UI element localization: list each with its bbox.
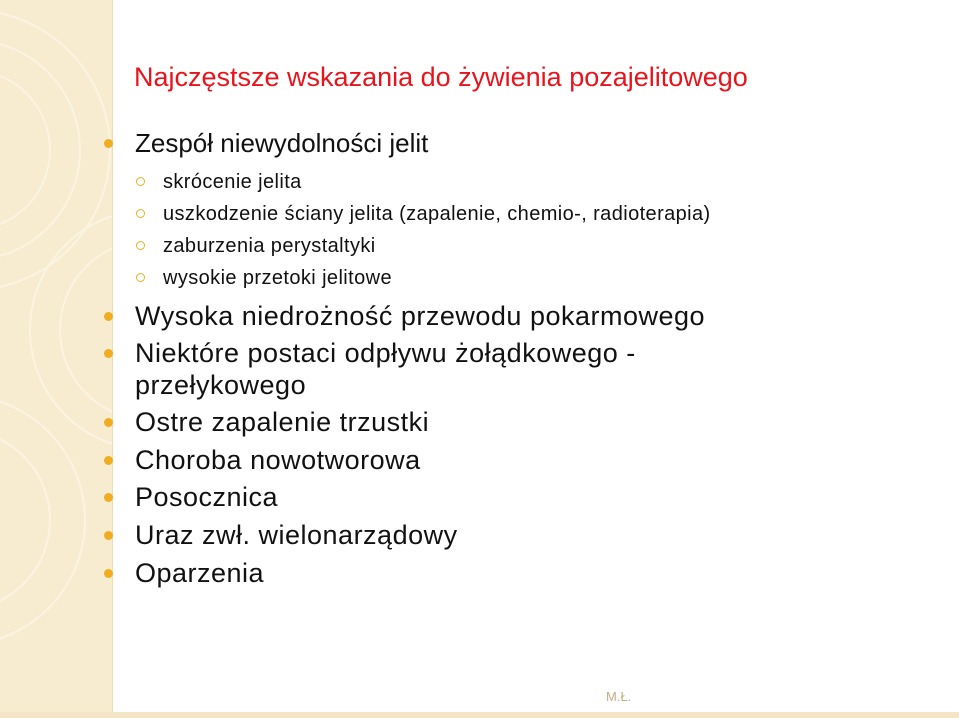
- footer-initials: M.Ł.: [606, 689, 632, 704]
- hollow-bullet-icon: [136, 209, 145, 218]
- list-item-text: Wysoka niedrożność przewodu pokarmowego: [135, 301, 706, 331]
- list-item-text: Ostre zapalenie trzustki: [135, 407, 430, 437]
- hollow-bullet-icon: [136, 273, 145, 282]
- list-item-text: Oparzenia: [135, 558, 265, 588]
- bullet-icon: [104, 493, 113, 502]
- list-item-text: Zespół niewydolności jelit: [135, 128, 429, 158]
- slide-title: Najczęstsze wskazania do żywienia pozajelitowego: [134, 62, 748, 92]
- hollow-bullet-icon: [136, 177, 145, 186]
- bullet-icon: [104, 139, 113, 148]
- list-subitem-text: uszkodzenie ściany jelita (zapalenie, chemio-, radioterapia): [163, 203, 711, 225]
- bullet-icon: [104, 569, 113, 578]
- bullet-icon: [104, 531, 113, 540]
- bullet-icon: [104, 312, 113, 321]
- bullet-icon: [104, 456, 113, 465]
- list-subitem-text: wysokie przetoki jelitowe: [163, 267, 392, 289]
- hollow-bullet-icon: [136, 241, 145, 250]
- bullet-icon: [104, 349, 113, 358]
- list-item-text: Posocznica: [135, 482, 279, 512]
- bullet-icon: [104, 418, 113, 427]
- list-item-text: Choroba nowotworowa: [135, 445, 421, 475]
- list-item-text: Uraz zwł. wielonarządowy: [135, 520, 458, 550]
- list-item-text: Niektóre postaci odpływu żołądkowego -: [135, 338, 636, 368]
- list-subitem-text: skrócenie jelita: [163, 171, 302, 193]
- list-subitem-text: zaburzenia perystaltyki: [163, 235, 376, 257]
- list-item-text-continued: przełykowego: [135, 370, 307, 400]
